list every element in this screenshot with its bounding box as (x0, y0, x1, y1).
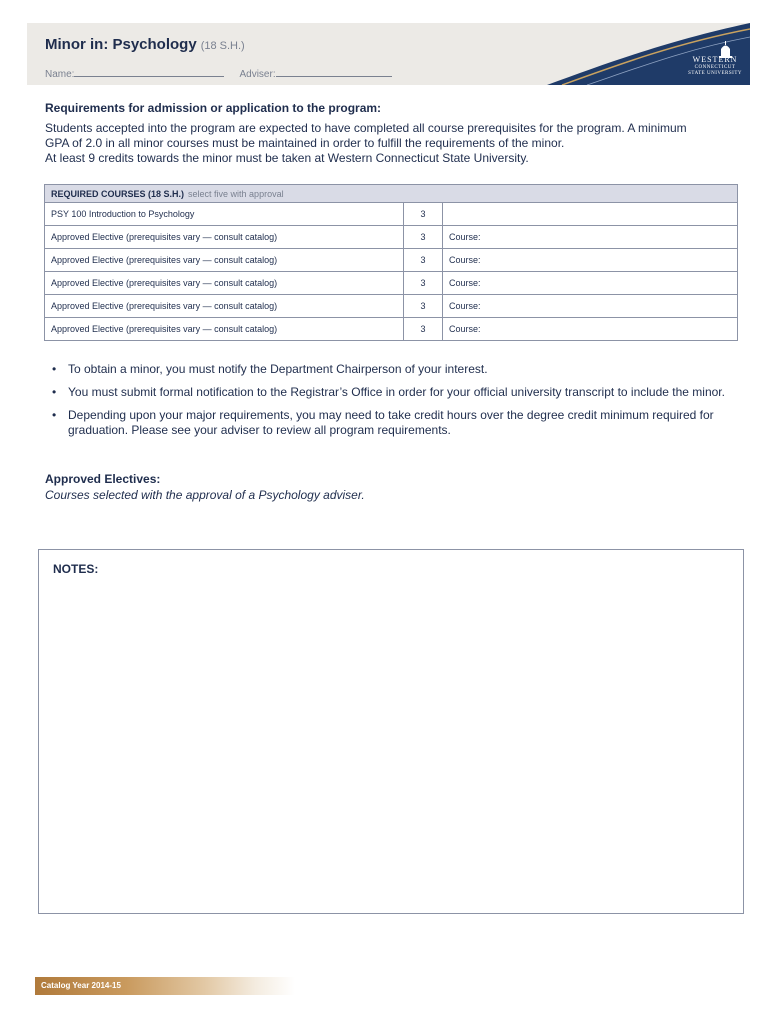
course-name: Approved Elective (prerequisites vary — consult catalog) (45, 249, 404, 272)
bullet-icon: • (52, 385, 57, 399)
table-row (45, 318, 738, 341)
table-row (45, 295, 738, 318)
course-name: Approved Elective (prerequisites vary — consult catalog) (45, 272, 404, 295)
course-credits: 3 (404, 318, 443, 341)
catalog-year-banner (35, 977, 295, 995)
catalog-year-text: Catalog Year 2014-15 (41, 981, 121, 990)
requirements-line: Students accepted into the program are expected to have completed all course prerequisites for the program. A minimum (45, 121, 687, 135)
table-row (45, 249, 738, 272)
requirements-body (45, 121, 735, 166)
course-entry[interactable]: Course: (443, 249, 738, 272)
requirements-line: GPA of 2.0 in all minor courses must be maintained in order to fulfill the requirements of the minor. (45, 136, 565, 150)
course-credits: 3 (404, 226, 443, 249)
logo-wordmark: WESTERN CONNECTICUT STATE UNIVERSITY (688, 55, 742, 76)
notes-label: NOTES: (53, 562, 99, 576)
course-entry[interactable]: Course: (443, 226, 738, 249)
bullet-icon: • (52, 362, 57, 376)
table-header-row (45, 185, 738, 203)
document-header (27, 23, 750, 85)
notes-box[interactable] (38, 549, 744, 914)
course-credits: 3 (404, 249, 443, 272)
course-entry[interactable] (443, 203, 738, 226)
bullet-text: You must submit formal notification to the Registrar’s Office in order for your official university transcript to include the minor. (68, 385, 725, 399)
credit-hours: (18 S.H.) (200, 40, 245, 52)
requirements-line: At least 9 credits towards the minor must be taken at Western Connecticut State University. (45, 151, 529, 165)
list-item (48, 362, 738, 377)
page-title (45, 36, 245, 53)
name-field[interactable] (74, 67, 224, 77)
course-credits: 3 (404, 272, 443, 295)
course-name: Approved Elective (prerequisites vary — consult catalog) (45, 318, 404, 341)
table-header-title: REQUIRED COURSES (18 S.H.) (51, 188, 185, 199)
list-item (48, 408, 738, 438)
requirements-heading: Requirements for admission or application to the program: (45, 101, 382, 115)
header-fields (45, 67, 392, 80)
bullet-text: To obtain a minor, you must notify the Department Chairperson of your interest. (68, 362, 488, 376)
title-text: Minor in: Psychology (45, 36, 197, 53)
table-header (45, 185, 738, 203)
bullet-icon: • (52, 408, 57, 422)
table-header-note: select five with approval (188, 188, 284, 199)
approved-electives-description: Courses selected with the approval of a Psychology adviser. (45, 488, 365, 502)
adviser-label: Adviser: (239, 69, 276, 80)
approved-electives-heading: Approved Electives: (45, 472, 161, 486)
course-credits: 3 (404, 295, 443, 318)
course-entry[interactable]: Course: (443, 318, 738, 341)
course-entry[interactable]: Course: (443, 272, 738, 295)
table-row (45, 226, 738, 249)
bullet-text: Depending upon your major requirements, you may need to take credit hours over the degree credit minimum required for graduation. Please see your adviser to review all program requirements. (68, 408, 714, 437)
table-row (45, 272, 738, 295)
course-entry[interactable]: Course: (443, 295, 738, 318)
course-credits: 3 (404, 203, 443, 226)
list-item (48, 385, 738, 400)
course-name: Approved Elective (prerequisites vary — consult catalog) (45, 226, 404, 249)
adviser-field[interactable] (276, 67, 392, 77)
course-name: Approved Elective (prerequisites vary — consult catalog) (45, 295, 404, 318)
name-label: Name: (45, 69, 75, 80)
required-courses-table (44, 184, 738, 341)
course-name: PSY 100 Introduction to Psychology (45, 203, 404, 226)
university-logo (547, 23, 750, 85)
table-row (45, 203, 738, 226)
requirements-bullet-list (48, 362, 738, 446)
